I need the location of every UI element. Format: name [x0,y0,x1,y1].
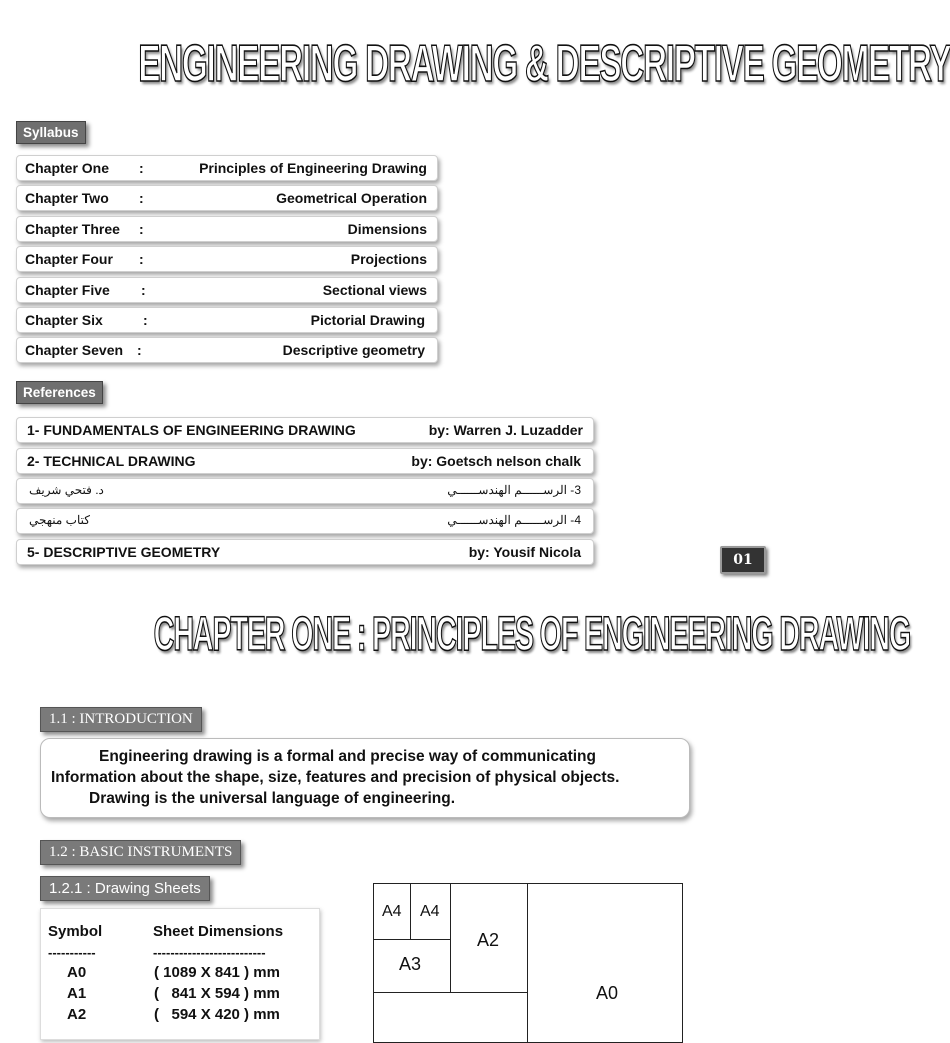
sheet-dimensions-table [40,908,320,1040]
syllabus-row [16,277,438,303]
reference-row [16,448,594,474]
column-header-dimensions: Sheet Dimensions [153,923,284,940]
table-cell-dimensions: ( 594 X 420 ) mm [154,1006,280,1023]
reference-title: 3- الرســــــم الهندســــــي [447,483,581,497]
table-cell-symbol: A1 [67,985,87,1002]
reference-author: د. فتحي شريف [29,483,104,497]
reference-row [16,478,594,504]
table-cell-symbol: A2 [67,1006,87,1023]
syllabus-label: Syllabus [16,121,86,144]
syllabus-row [16,185,438,211]
header-divider: -------------------------- [153,945,266,960]
reference-row [16,417,594,443]
reference-author: by: Yousif Nicola [468,544,581,560]
header-divider: ----------- [48,945,96,960]
syllabus-row [16,246,438,272]
references-label: References [16,381,103,404]
reference-row [16,539,594,565]
separator: : [141,282,146,298]
chapter-name: Chapter Three [25,221,120,237]
reference-row [16,508,594,534]
chapter-title: CHAPTER ONE : PRINCIPLES OF ENGINEERING DRAWING [153,608,911,661]
reference-author: by: Warren J. Luzadder [428,422,583,438]
section-label-drawing-sheets: 1.2.1 : Drawing Sheets [40,876,210,901]
separator: : [139,251,144,267]
reference-author: by: Goetsch nelson chalk [411,453,581,469]
syllabus-row [16,337,438,363]
chapter-name: Chapter Five [25,282,110,298]
sheet-label: A4 [420,903,440,920]
sheet-label: A3 [399,954,422,974]
page-number-badge: 01 [720,546,766,574]
intro-line: Drawing is the universal language of engineering. [89,790,456,807]
chapter-name: Chapter Two [25,190,109,206]
separator: : [139,160,144,176]
reference-title: 5- DESCRIPTIVE GEOMETRY [27,544,221,560]
table-cell-symbol: A0 [67,964,87,981]
separator: : [139,221,144,237]
separator: : [143,312,148,328]
intro-line: Engineering drawing is a formal and precise way of communicating [99,748,596,765]
sheet-label: A2 [477,930,500,950]
chapter-topic: Geometrical Operation [276,190,427,206]
separator: : [139,190,144,206]
section-label-introduction: 1.1 : INTRODUCTION [40,707,202,732]
reference-title: 1- FUNDAMENTALS OF ENGINEERING DRAWING [27,422,356,438]
chapter-topic: Descriptive geometry [282,342,425,358]
reference-author: كتاب منهجي [29,513,90,527]
table-cell-dimensions: ( 841 X 594 ) mm [154,985,280,1002]
chapter-name: Chapter Six [25,312,103,328]
chapter-topic: Dimensions [347,221,427,237]
chapter-topic: Pictorial Drawing [310,312,425,328]
syllabus-row [16,216,438,242]
reference-title: 2- TECHNICAL DRAWING [27,453,196,469]
chapter-name: Chapter Four [25,251,113,267]
chapter-topic: Projections [350,251,427,267]
syllabus-row [16,307,438,333]
syllabus-row [16,155,438,181]
chapter-topic: Sectional views [322,282,427,298]
introduction-box [40,738,690,818]
separator: : [137,342,142,358]
chapter-name: Chapter One [25,160,110,176]
sheet-label: A4 [382,903,402,920]
intro-line: Information about the shape, size, features and precision of physical objects. [51,769,620,786]
chapter-topic: Principles of Engineering Drawing [199,160,427,176]
section-label-basic-instruments: 1.2 : BASIC INSTRUMENTS [40,840,241,865]
sheet-label: A0 [596,983,619,1003]
chapter-name: Chapter Seven [25,342,124,358]
page-title: ENGINEERING DRAWING & DESCRIPTIVE GEOMETRY [138,35,950,93]
reference-title: 4- الرســــــم الهندســــــي [447,513,581,527]
table-cell-dimensions: ( 1089 X 841 ) mm [154,964,280,981]
column-header-symbol: Symbol [48,923,103,940]
